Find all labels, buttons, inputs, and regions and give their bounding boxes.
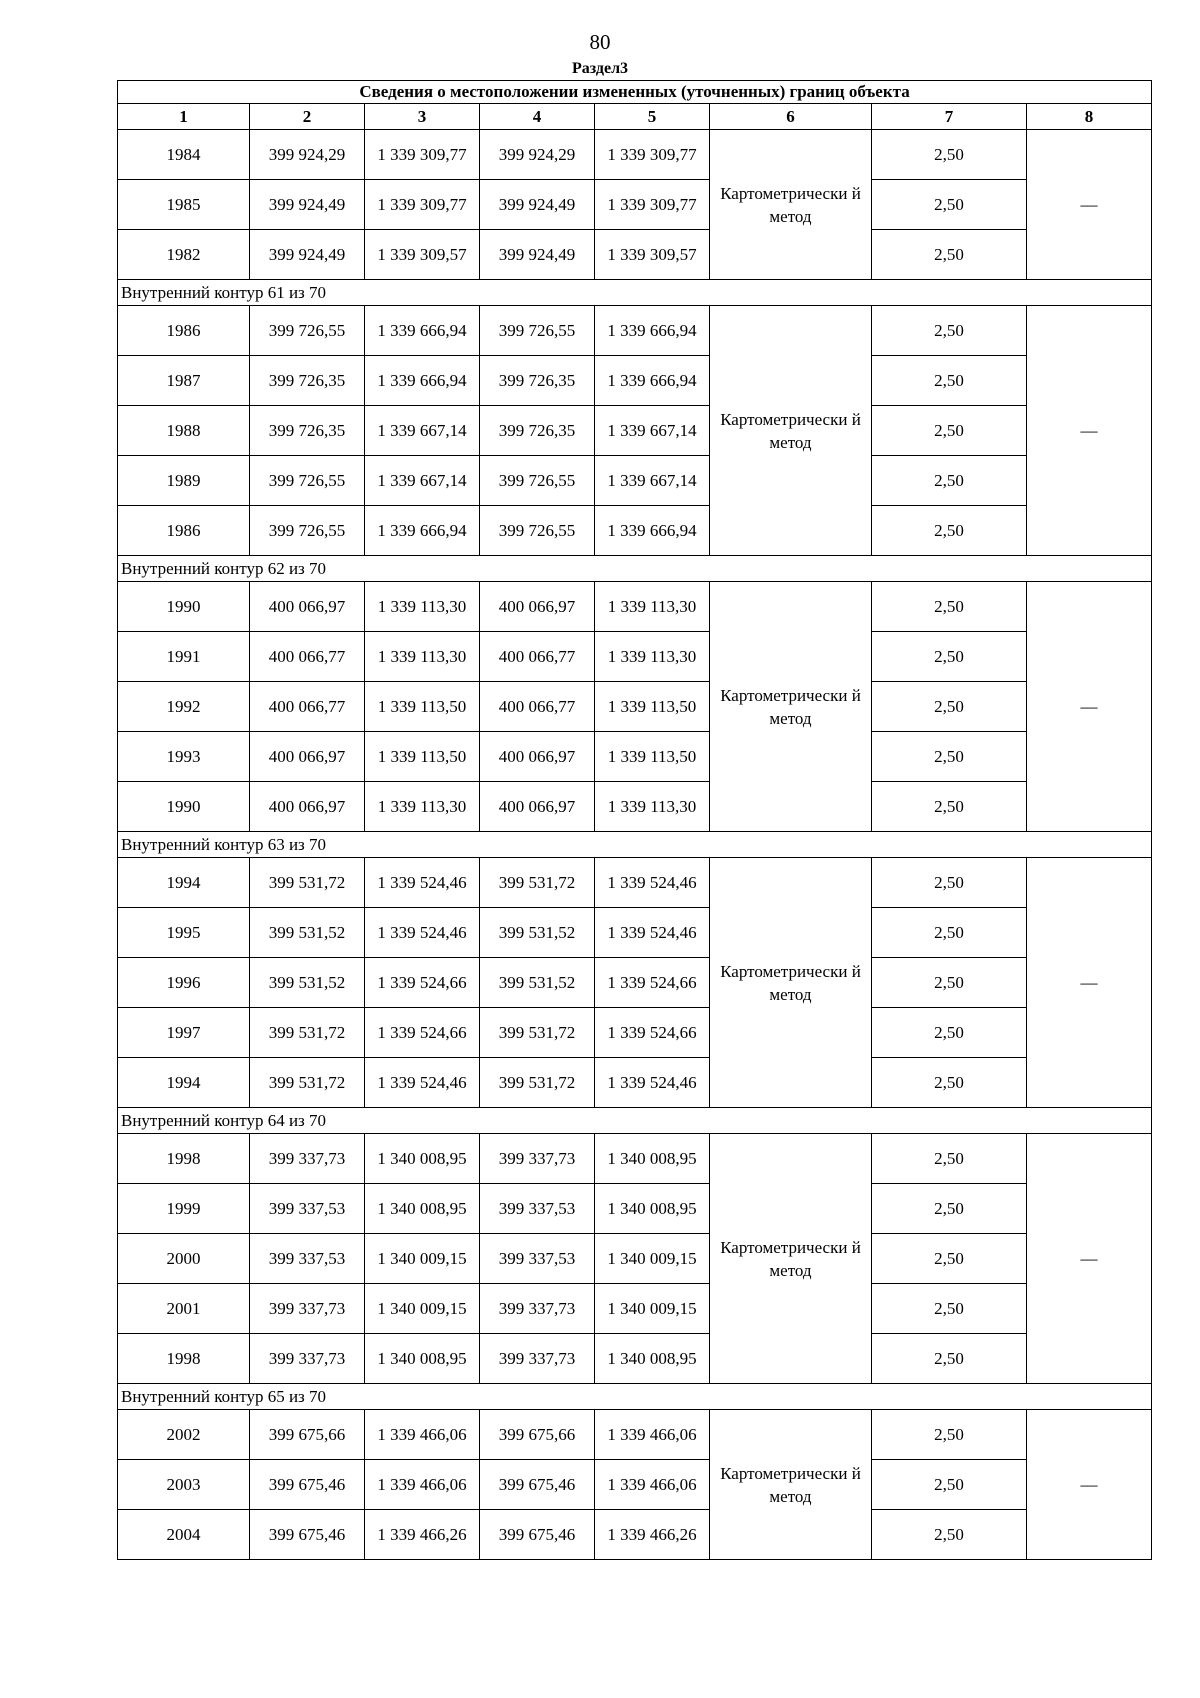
y-coordinate: 1 339 667,14	[365, 406, 480, 456]
y-coordinate-new: 1 339 667,14	[595, 406, 710, 456]
x-coordinate-new: 399 531,72	[480, 858, 595, 908]
x-coordinate-new: 399 675,46	[480, 1510, 595, 1560]
y-coordinate-new: 1 339 466,06	[595, 1410, 710, 1460]
point-number: 1990	[118, 582, 250, 632]
point-number: 1991	[118, 632, 250, 682]
table-row	[118, 180, 1152, 230]
x-coordinate-new: 399 531,52	[480, 908, 595, 958]
table-row	[118, 1460, 1152, 1510]
y-coordinate: 1 339 666,94	[365, 356, 480, 406]
point-number: 1999	[118, 1184, 250, 1234]
y-coordinate: 1 339 524,46	[365, 1058, 480, 1108]
point-number: 2003	[118, 1460, 250, 1510]
accuracy-value: 2,50	[872, 130, 1027, 180]
y-coordinate-new: 1 339 466,26	[595, 1510, 710, 1560]
y-coordinate: 1 339 666,94	[365, 506, 480, 556]
accuracy-value: 2,50	[872, 682, 1027, 732]
column-number: 2	[250, 104, 365, 130]
contour-label: Внутренний контур 62 из 70	[118, 556, 1152, 582]
accuracy-value: 2,50	[872, 858, 1027, 908]
contour-label-row	[118, 832, 1152, 858]
accuracy-value: 2,50	[872, 1008, 1027, 1058]
accuracy-value: 2,50	[872, 1134, 1027, 1184]
table-row	[118, 130, 1152, 180]
x-coordinate-new: 399 531,72	[480, 1058, 595, 1108]
y-coordinate: 1 339 113,30	[365, 582, 480, 632]
contour-label-row	[118, 1384, 1152, 1410]
column-number: 7	[872, 104, 1027, 130]
column-number: 4	[480, 104, 595, 130]
x-coordinate: 399 726,35	[250, 406, 365, 456]
y-coordinate-new: 1 339 666,94	[595, 306, 710, 356]
y-coordinate-new: 1 339 666,94	[595, 356, 710, 406]
point-number: 1994	[118, 858, 250, 908]
x-coordinate-new: 399 337,53	[480, 1234, 595, 1284]
accuracy-value: 2,50	[872, 230, 1027, 280]
x-coordinate: 399 726,55	[250, 456, 365, 506]
point-number: 2002	[118, 1410, 250, 1460]
x-coordinate-new: 399 726,35	[480, 406, 595, 456]
y-coordinate: 1 339 113,50	[365, 682, 480, 732]
page-number: 80	[589, 30, 611, 54]
table-row	[118, 306, 1152, 356]
point-number: 1993	[118, 732, 250, 782]
table-row	[118, 682, 1152, 732]
y-coordinate-new: 1 339 113,50	[595, 682, 710, 732]
y-coordinate: 1 339 309,57	[365, 230, 480, 280]
dash-cell: —	[1027, 306, 1152, 556]
x-coordinate-new: 399 675,66	[480, 1410, 595, 1460]
x-coordinate: 399 675,46	[250, 1460, 365, 1510]
table-caption-row	[118, 81, 1152, 104]
x-coordinate-new: 399 337,73	[480, 1284, 595, 1334]
accuracy-value: 2,50	[872, 582, 1027, 632]
x-coordinate-new: 399 337,53	[480, 1184, 595, 1234]
y-coordinate-new: 1 339 309,77	[595, 180, 710, 230]
point-number: 1992	[118, 682, 250, 732]
x-coordinate-new: 400 066,77	[480, 632, 595, 682]
y-coordinate: 1 339 667,14	[365, 456, 480, 506]
point-number: 2001	[118, 1284, 250, 1334]
x-coordinate: 399 726,35	[250, 356, 365, 406]
contour-label-row	[118, 280, 1152, 306]
table-row	[118, 858, 1152, 908]
table-row	[118, 782, 1152, 832]
x-coordinate: 399 675,66	[250, 1410, 365, 1460]
y-coordinate-new: 1 340 009,15	[595, 1284, 710, 1334]
x-coordinate-new: 400 066,97	[480, 782, 595, 832]
dash-cell: —	[1027, 1134, 1152, 1384]
x-coordinate-new: 399 924,29	[480, 130, 595, 180]
column-number: 1	[118, 104, 250, 130]
table-caption: Сведения о местоположении измененных (уточненных) границ объекта	[118, 81, 1152, 104]
method-cell: Картометрически й метод	[710, 1410, 872, 1560]
y-coordinate: 1 339 524,46	[365, 908, 480, 958]
accuracy-value: 2,50	[872, 782, 1027, 832]
y-coordinate-new: 1 339 524,46	[595, 1058, 710, 1108]
accuracy-value: 2,50	[872, 406, 1027, 456]
x-coordinate-new: 400 066,97	[480, 582, 595, 632]
accuracy-value: 2,50	[872, 306, 1027, 356]
x-coordinate-new: 399 726,35	[480, 356, 595, 406]
point-number: 2004	[118, 1510, 250, 1560]
x-coordinate: 399 924,29	[250, 130, 365, 180]
y-coordinate: 1 340 008,95	[365, 1184, 480, 1234]
point-number: 1998	[118, 1134, 250, 1184]
table-row	[118, 1008, 1152, 1058]
x-coordinate: 400 066,97	[250, 582, 365, 632]
x-coordinate: 400 066,97	[250, 732, 365, 782]
column-number: 3	[365, 104, 480, 130]
point-number: 1987	[118, 356, 250, 406]
method-cell: Картометрически й метод	[710, 858, 872, 1108]
y-coordinate: 1 339 466,26	[365, 1510, 480, 1560]
x-coordinate: 399 531,72	[250, 858, 365, 908]
table-row	[118, 506, 1152, 556]
contour-label: Внутренний контур 64 из 70	[118, 1108, 1152, 1134]
x-coordinate: 399 531,72	[250, 1008, 365, 1058]
point-number: 1990	[118, 782, 250, 832]
y-coordinate: 1 339 309,77	[365, 130, 480, 180]
dash-cell: —	[1027, 582, 1152, 832]
dash-cell: —	[1027, 130, 1152, 280]
point-number: 2000	[118, 1234, 250, 1284]
accuracy-value: 2,50	[872, 1058, 1027, 1108]
x-coordinate: 399 726,55	[250, 506, 365, 556]
table-row	[118, 582, 1152, 632]
x-coordinate-new: 399 924,49	[480, 180, 595, 230]
point-number: 1998	[118, 1334, 250, 1384]
accuracy-value: 2,50	[872, 506, 1027, 556]
accuracy-value: 2,50	[872, 1334, 1027, 1384]
point-number: 1997	[118, 1008, 250, 1058]
x-coordinate: 399 531,72	[250, 1058, 365, 1108]
table-row	[118, 732, 1152, 782]
table-row	[118, 1058, 1152, 1108]
table-row	[118, 356, 1152, 406]
method-cell: Картометрически й метод	[710, 306, 872, 556]
y-coordinate-new: 1 339 466,06	[595, 1460, 710, 1510]
y-coordinate-new: 1 339 524,46	[595, 858, 710, 908]
contour-label: Внутренний контур 63 из 70	[118, 832, 1152, 858]
y-coordinate: 1 340 008,95	[365, 1134, 480, 1184]
table-row	[118, 406, 1152, 456]
accuracy-value: 2,50	[872, 1510, 1027, 1560]
y-coordinate-new: 1 339 113,30	[595, 782, 710, 832]
x-coordinate: 399 675,46	[250, 1510, 365, 1560]
x-coordinate: 400 066,97	[250, 782, 365, 832]
point-number: 1995	[118, 908, 250, 958]
contour-label: Внутренний контур 61 из 70	[118, 280, 1152, 306]
contour-label: Внутренний контур 65 из 70	[118, 1384, 1152, 1410]
y-coordinate-new: 1 339 113,30	[595, 582, 710, 632]
y-coordinate-new: 1 339 524,46	[595, 908, 710, 958]
y-coordinate: 1 339 524,66	[365, 958, 480, 1008]
table-row	[118, 1334, 1152, 1384]
x-coordinate: 399 924,49	[250, 180, 365, 230]
point-number: 1982	[118, 230, 250, 280]
y-coordinate: 1 339 113,30	[365, 782, 480, 832]
x-coordinate-new: 399 337,73	[480, 1334, 595, 1384]
table-row	[118, 1184, 1152, 1234]
table-row	[118, 1510, 1152, 1560]
y-coordinate: 1 339 113,50	[365, 732, 480, 782]
x-coordinate: 399 337,73	[250, 1284, 365, 1334]
y-coordinate: 1 339 466,06	[365, 1460, 480, 1510]
x-coordinate-new: 399 924,49	[480, 230, 595, 280]
x-coordinate-new: 400 066,97	[480, 732, 595, 782]
y-coordinate-new: 1 339 524,66	[595, 1008, 710, 1058]
boundary-table	[117, 80, 1152, 1560]
accuracy-value: 2,50	[872, 180, 1027, 230]
x-coordinate-new: 399 531,52	[480, 958, 595, 1008]
point-number: 1986	[118, 306, 250, 356]
table-row	[118, 908, 1152, 958]
x-coordinate-new: 400 066,77	[480, 682, 595, 732]
accuracy-value: 2,50	[872, 1460, 1027, 1510]
accuracy-value: 2,50	[872, 732, 1027, 782]
y-coordinate: 1 339 524,66	[365, 1008, 480, 1058]
y-coordinate-new: 1 340 008,95	[595, 1184, 710, 1234]
y-coordinate-new: 1 340 008,95	[595, 1334, 710, 1384]
accuracy-value: 2,50	[872, 908, 1027, 958]
point-number: 1986	[118, 506, 250, 556]
y-coordinate-new: 1 339 309,77	[595, 130, 710, 180]
y-coordinate: 1 340 008,95	[365, 1334, 480, 1384]
table-row	[118, 1234, 1152, 1284]
y-coordinate-new: 1 340 009,15	[595, 1234, 710, 1284]
point-number: 1988	[118, 406, 250, 456]
table-row	[118, 1134, 1152, 1184]
point-number: 1989	[118, 456, 250, 506]
y-coordinate-new: 1 339 113,50	[595, 732, 710, 782]
y-coordinate-new: 1 339 667,14	[595, 456, 710, 506]
method-cell: Картометрически й метод	[710, 130, 872, 280]
x-coordinate: 399 337,53	[250, 1234, 365, 1284]
table-row	[118, 456, 1152, 506]
point-number: 1994	[118, 1058, 250, 1108]
x-coordinate-new: 399 726,55	[480, 456, 595, 506]
y-coordinate-new: 1 339 524,66	[595, 958, 710, 1008]
contour-label-row	[118, 556, 1152, 582]
x-coordinate: 399 337,73	[250, 1134, 365, 1184]
accuracy-value: 2,50	[872, 1234, 1027, 1284]
column-number: 8	[1027, 104, 1152, 130]
x-coordinate: 399 531,52	[250, 958, 365, 1008]
accuracy-value: 2,50	[872, 958, 1027, 1008]
table-row	[118, 230, 1152, 280]
accuracy-value: 2,50	[872, 1284, 1027, 1334]
accuracy-value: 2,50	[872, 356, 1027, 406]
accuracy-value: 2,50	[872, 456, 1027, 506]
dash-cell: —	[1027, 858, 1152, 1108]
column-number: 6	[710, 104, 872, 130]
y-coordinate: 1 339 524,46	[365, 858, 480, 908]
x-coordinate: 399 531,52	[250, 908, 365, 958]
y-coordinate: 1 339 666,94	[365, 306, 480, 356]
x-coordinate: 399 924,49	[250, 230, 365, 280]
x-coordinate: 399 337,73	[250, 1334, 365, 1384]
x-coordinate: 400 066,77	[250, 682, 365, 732]
y-coordinate-new: 1 340 008,95	[595, 1134, 710, 1184]
accuracy-value: 2,50	[872, 632, 1027, 682]
y-coordinate-new: 1 339 309,57	[595, 230, 710, 280]
y-coordinate: 1 340 009,15	[365, 1284, 480, 1334]
x-coordinate-new: 399 337,73	[480, 1134, 595, 1184]
x-coordinate: 399 337,53	[250, 1184, 365, 1234]
accuracy-value: 2,50	[872, 1184, 1027, 1234]
accuracy-value: 2,50	[872, 1410, 1027, 1460]
point-number: 1985	[118, 180, 250, 230]
contour-label-row	[118, 1108, 1152, 1134]
point-number: 1984	[118, 130, 250, 180]
x-coordinate: 399 726,55	[250, 306, 365, 356]
y-coordinate: 1 339 309,77	[365, 180, 480, 230]
column-number: 5	[595, 104, 710, 130]
x-coordinate-new: 399 726,55	[480, 306, 595, 356]
y-coordinate-new: 1 339 113,30	[595, 632, 710, 682]
dash-cell: —	[1027, 1410, 1152, 1560]
y-coordinate: 1 339 466,06	[365, 1410, 480, 1460]
y-coordinate: 1 339 113,30	[365, 632, 480, 682]
method-cell: Картометрически й метод	[710, 582, 872, 832]
x-coordinate-new: 399 726,55	[480, 506, 595, 556]
table-row	[118, 632, 1152, 682]
x-coordinate-new: 399 531,72	[480, 1008, 595, 1058]
y-coordinate-new: 1 339 666,94	[595, 506, 710, 556]
table-row	[118, 1410, 1152, 1460]
y-coordinate: 1 340 009,15	[365, 1234, 480, 1284]
column-number-row	[118, 104, 1152, 130]
point-number: 1996	[118, 958, 250, 1008]
table-row	[118, 958, 1152, 1008]
x-coordinate: 400 066,77	[250, 632, 365, 682]
section-title: Раздел3	[571, 60, 629, 77]
x-coordinate-new: 399 675,46	[480, 1460, 595, 1510]
method-cell: Картометрически й метод	[710, 1134, 872, 1384]
table-row	[118, 1284, 1152, 1334]
